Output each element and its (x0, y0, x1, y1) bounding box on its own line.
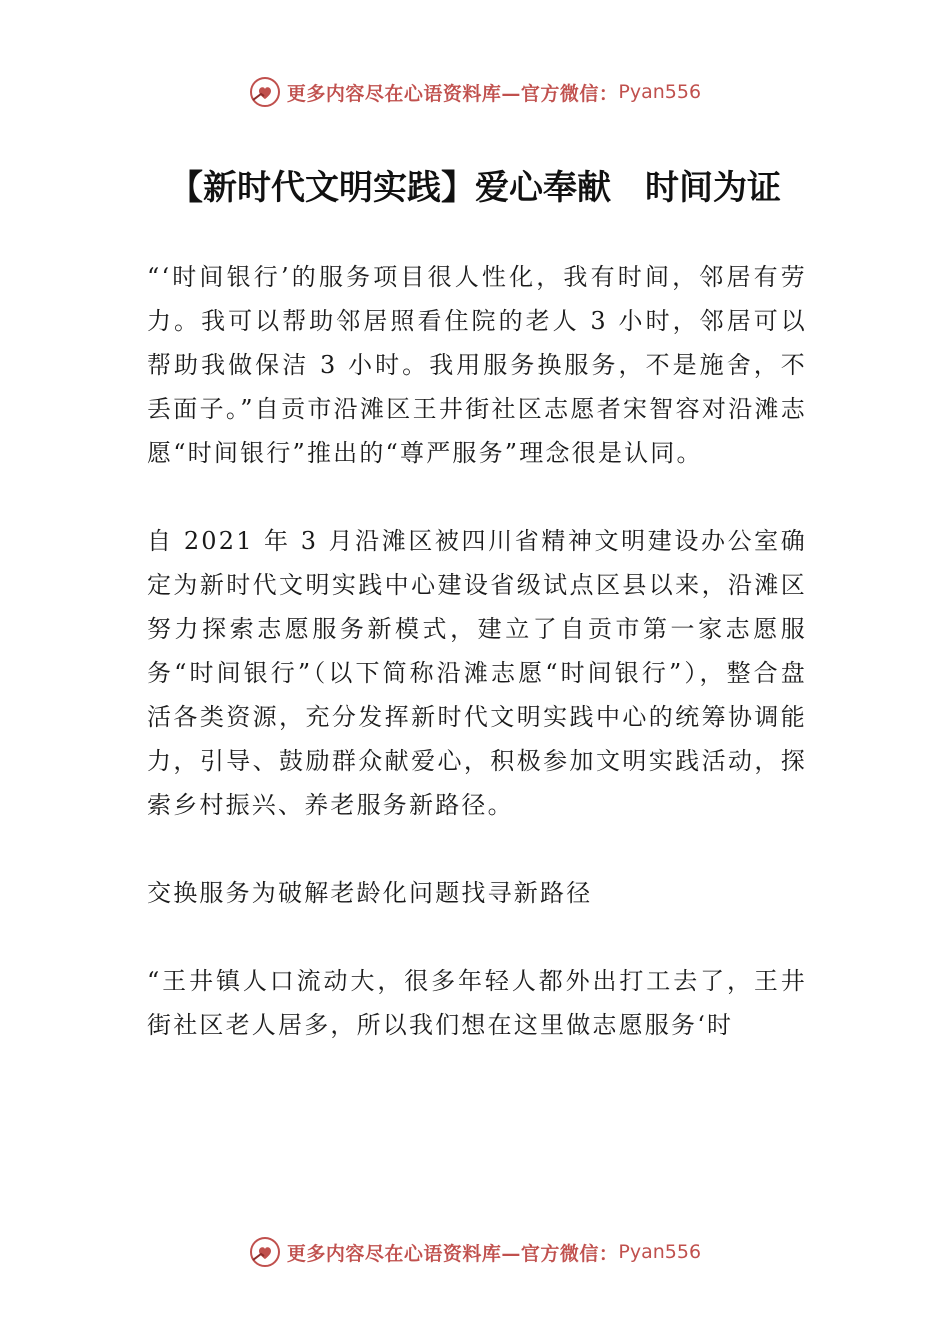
paragraph-1: “‘时间银行’的服务项目很人性化，我有时间，邻居有劳力。我可以帮助邻居照看住院的老人 3 小时，邻居可以帮助我做保洁 3 小时。我用服务换服务，不是施舍，不丢面子。”自贡市沿滩区王井街社区志愿者宋智容对沿滩志愿“时间银行”推出的“尊严服务”理念很是认同。 (147, 263, 807, 467)
watermark-text: 更多内容尽在心语资料库—官方微信： (286, 1242, 619, 1265)
paragraph-3: “王井镇人口流动大，很多年轻人都外出打工去了，王井街社区老人居多，所以我们想在这里做志愿服务‘时 (147, 967, 807, 1039)
paragraph-2: 自 2021 年 3 月沿滩区被四川省精神文明建设办公室确定为新时代文明实践中心建设省级试点区县以来，沿滩区努力探索志愿服务新模式，建立了自贡市第一家志愿服务“时间银行”（以下简称沿滩志愿“时间银行”），整合盘活各类资源，充分发挥新时代文明实践中心的统筹协调能力，引导、鼓励群众献爱心，积极参加文明实践活动，探索乡村振兴、养老服务新路径。 (147, 527, 807, 819)
handshake-heart-icon (249, 76, 281, 108)
watermark-text: 更多内容尽在心语资料库—官方微信： (286, 82, 619, 105)
section-heading: 交换服务为破解老龄化问题找寻新路径 (147, 879, 593, 907)
page-title: 【新时代文明实践】爱心奉献 时间为证 (169, 168, 781, 208)
wechat-id: Pyan556 (618, 81, 702, 103)
header-watermark (0, 72, 950, 112)
article-body (147, 255, 807, 1047)
footer-watermark (0, 1232, 950, 1272)
wechat-id: Pyan556 (618, 1241, 702, 1263)
handshake-heart-icon (249, 1236, 281, 1268)
